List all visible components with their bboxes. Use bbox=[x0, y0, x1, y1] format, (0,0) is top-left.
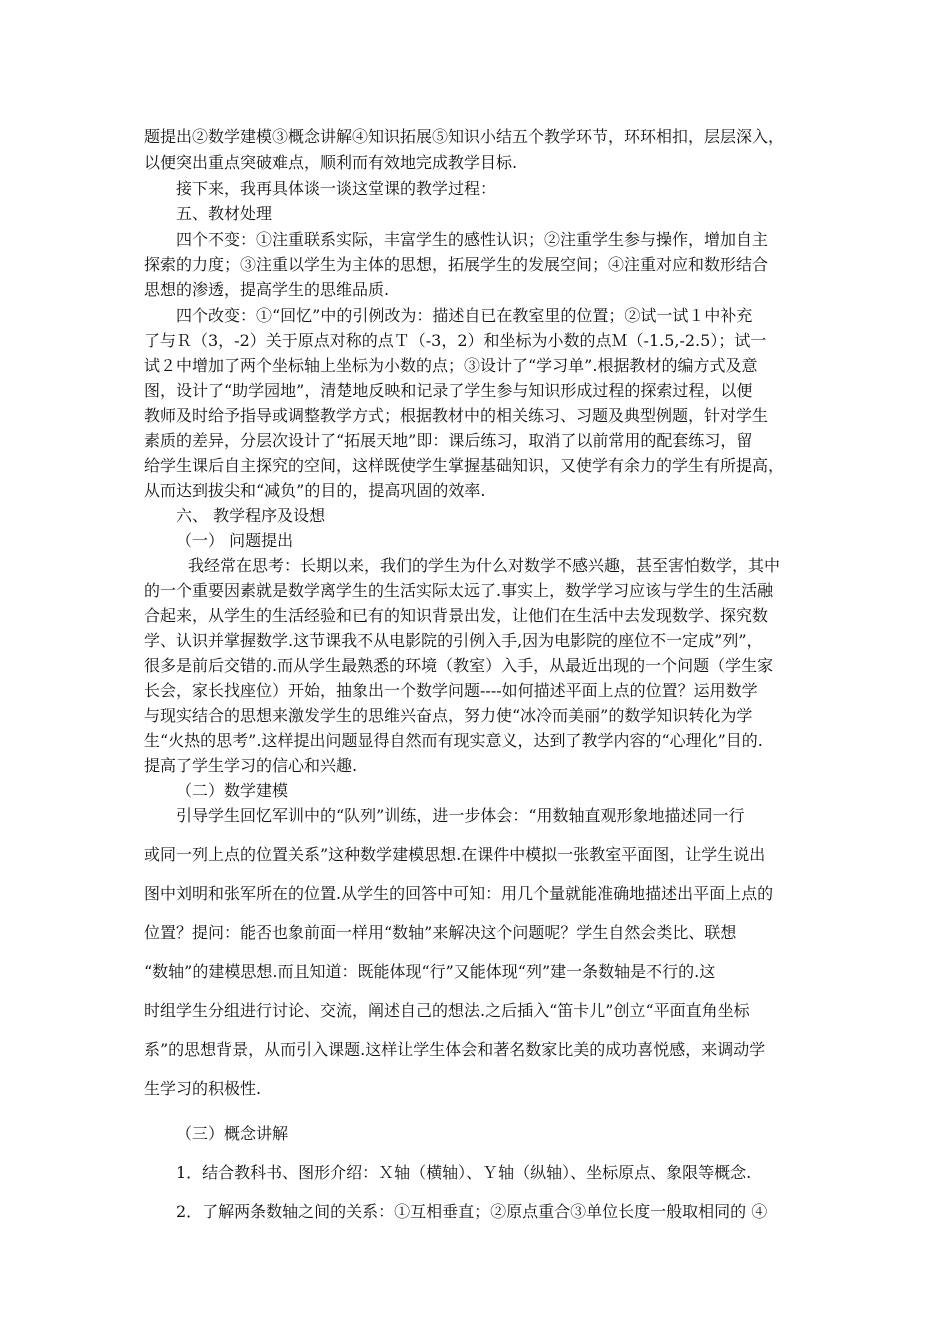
text-line: 与现实结合的思想来激发学生的思维兴奋点，努力使“冰冷而美丽”的数学知识转化为学 bbox=[144, 706, 753, 725]
text-line: “数轴”的建模思想.而且知道：既能体现“行”又能体现“列”建一条数轴是不行的.这 bbox=[144, 962, 716, 981]
text-line: 合起来，从学生的生活经验和已有的知识背景出发，让他们在生活中去发现数学、探究数 bbox=[144, 606, 769, 625]
text-line: 图中刘明和张军所在的位置.从学生的回答中可知：用几个量就能准确地描述出平面上点的 bbox=[144, 884, 774, 903]
text-line: 题提出②数学建模③概念讲解④知识拓展⑤知识小结五个教学环节，环环相扣，层层深入， bbox=[144, 127, 785, 146]
subsection-heading: （一） 问题提出 bbox=[176, 531, 294, 550]
text-line: 长会，家长找座位）开始，抽象出一个数学问题----如何描述平面上点的位置？运用数学 bbox=[144, 681, 758, 700]
text-line: 试２中增加了两个坐标轴上坐标为小数的点；③设计了“学习单”.根据教材的编方式及意 bbox=[144, 356, 758, 375]
text-line: 系”的思想背景，从而引入课题.这样让学生体会和著名数家比美的成功喜悦感，来调动学 bbox=[144, 1040, 766, 1059]
text-line: 生学习的积极性. bbox=[144, 1079, 262, 1098]
text-line: 时组学生分组进行讨论、交流，阐述自己的想法.之后插入“笛卡儿”创立“平面直角坐标 bbox=[144, 1001, 750, 1020]
text-line: 从而达到拔尖和“减负”的目的，提高巩固的效率. bbox=[144, 481, 486, 500]
section-heading: 五、教材处理 bbox=[176, 204, 273, 223]
text-line: 学、认识并掌握数学.这节课我不从电影院的引例入手,因为电影院的座位不一定成”列”， bbox=[144, 631, 763, 650]
text-line: 以便突出重点突破难点，顺利而有效地完成教学目标. bbox=[144, 153, 518, 172]
text-line: 或同一列上点的位置关系”这种数学建模思想.在课件中模拟一张教室平面图，让学生说出 bbox=[144, 845, 766, 864]
text-line: 位置？提问：能否也象前面一样用“数轴”来解决这个问题呢？学生自然会类比、联想 bbox=[144, 923, 737, 942]
text-line: 引导学生回忆军训中的“队列”训练，进一步体会：“用数轴直观形象地描述同一行 bbox=[176, 806, 745, 825]
text-line: 教师及时给予指导或调整教学方式；根据教材中的相关练习、习题及典型例题，针对学生 bbox=[144, 406, 769, 425]
subsection-heading: （二）数学建模 bbox=[176, 781, 289, 800]
text-line: 生“火热的思考”.这样提出问题显得自然而有现实意义，达到了教学内容的“心理化”目的. bbox=[144, 731, 763, 750]
text-line: 很多是前后交错的.而从学生最熟悉的环境（教室）入手，从最近出现的一个问题（学生家 bbox=[144, 656, 774, 675]
text-line: 的一个重要因素就是数学离学生的生活实际太远了.事实上，数学学习应该与学生的生活融 bbox=[144, 581, 774, 600]
text-line: 我经常在思考：长期以来，我们的学生为什么对数学不感兴趣，甚至害怕数学，其中 bbox=[188, 556, 781, 575]
text-line: 四个不变：①注重联系实际，丰富学生的感性认识；②注重学生参与操作，增加自主 bbox=[176, 230, 769, 249]
text-line: 图，设计了“助学园地”，清楚地反映和记录了学生参与知识形成过程的探索过程，以便 bbox=[144, 381, 753, 400]
text-line: 探索的力度；③注重以学生为主体的思想，拓展学生的发展空间；④注重对应和数形结合 bbox=[144, 255, 769, 274]
text-line: 素质的差异，分层次设计了“拓展天地”即：课后练习，取消了以前常用的配套练习，留 bbox=[144, 431, 753, 450]
text-line: 接下来，我再具体谈一谈这堂课的教学过程： bbox=[176, 179, 497, 198]
text-line: 了与Ｒ（3，-2）关于原点对称的点Ｔ（-3，2）和坐标为小数的点Ｍ（-1.5,-2.5）；试一 bbox=[144, 331, 767, 350]
text-line: 给学生课后自主探究的空间，这样既使学生掌握基础知识，又使学有余力的学生有所提高， bbox=[144, 456, 785, 475]
text-line: 提高了学生学习的信心和兴趣. bbox=[144, 756, 358, 775]
text-line: 四个改变：①“回忆”中的引例改为：描述自已在教室里的位置；②试一试１中补充 bbox=[176, 306, 753, 325]
section-heading: 六、 教学程序及设想 bbox=[176, 506, 326, 525]
text-line: 思想的渗透，提高学生的思维品质. bbox=[144, 280, 390, 299]
list-item: 1．结合教科书、图形介绍：Ｘ轴（横轴）、Ｙ轴（纵轴）、坐标原点、象限等概念. bbox=[176, 1163, 752, 1182]
list-item: 2．了解两条数轴之间的关系：①互相垂直；②原点重合③单位长度一般取相同的 ④ bbox=[176, 1202, 768, 1221]
subsection-heading: （三）概念讲解 bbox=[176, 1124, 289, 1143]
